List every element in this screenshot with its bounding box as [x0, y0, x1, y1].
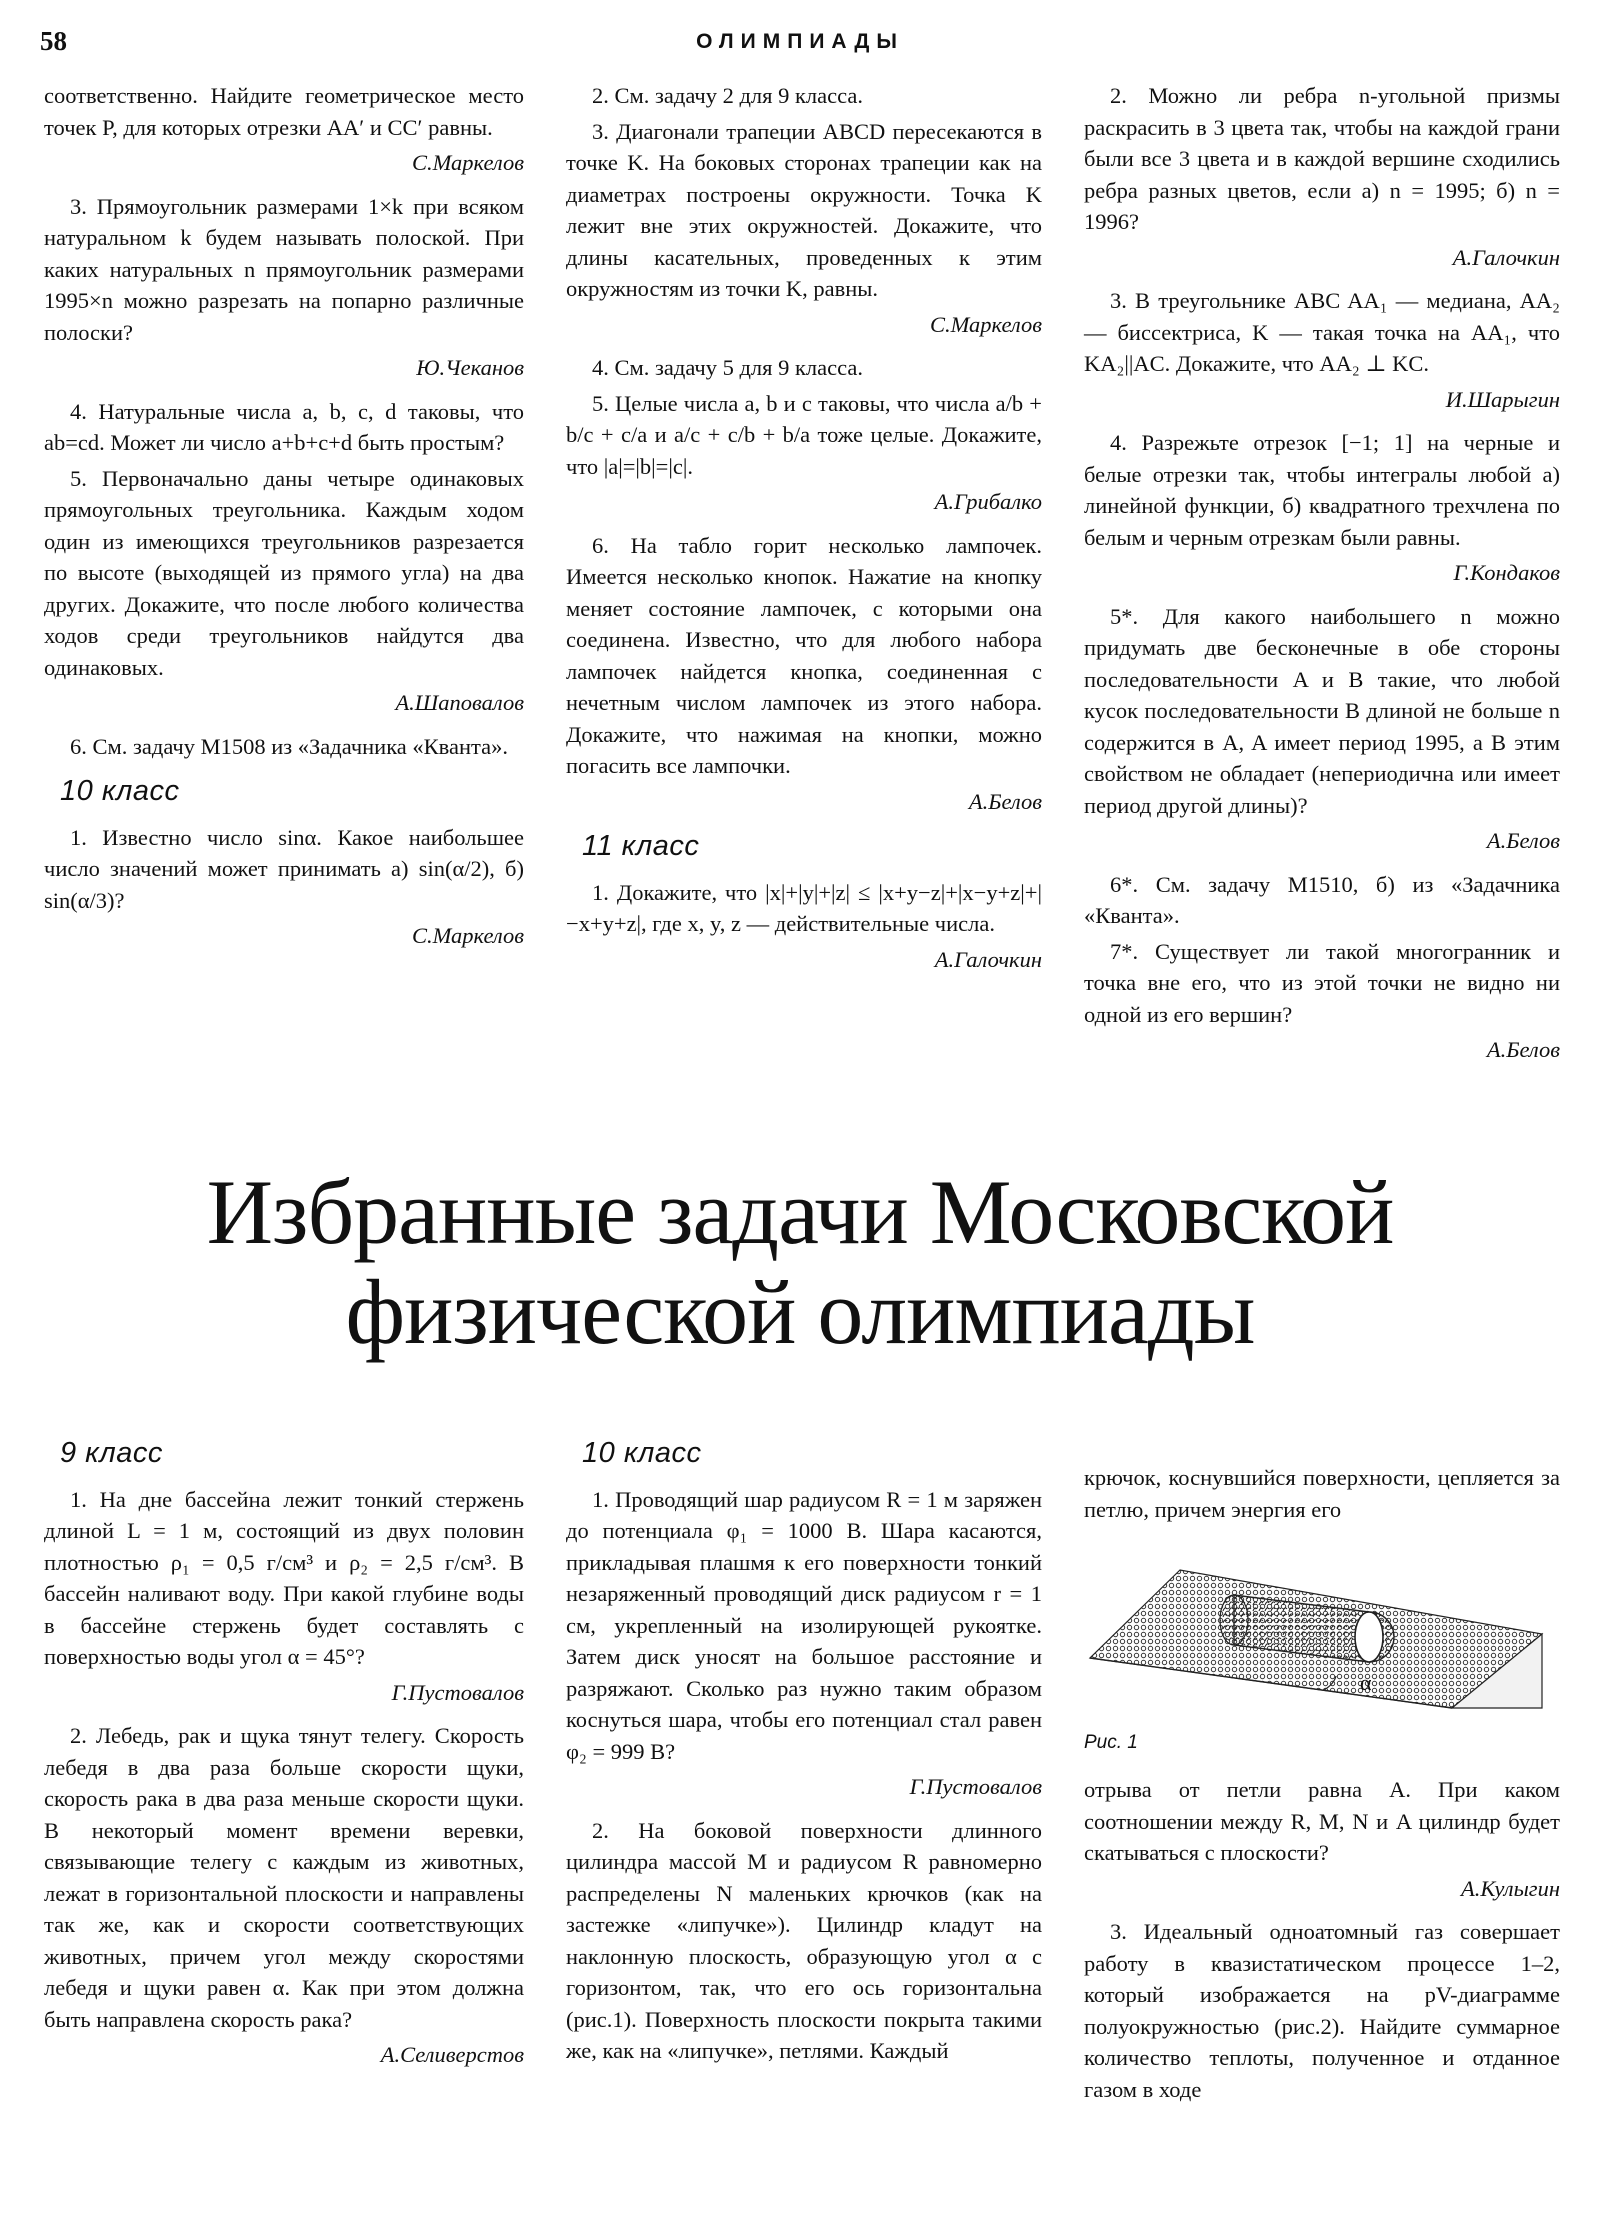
paragraph: 2. Лебедь, рак и щука тянут телегу. Скорость лебедя в два раза больше скорости щуки, скорость рака в два раза меньше скорости щуки. В некоторый момент времени веревки, связывающие телегу с каждым из животных, лежат в горизонтальной плоскости и направлены так же, как и скорости соответствующих животных, причем угол между скоростями лебедя и щуки равен α. Как при этом должна быть направлена скорость рака?	[44, 1723, 524, 2032]
author-signature: А.Селиверстов	[380, 2042, 524, 2067]
author-signature: А.Галочкин	[934, 946, 1042, 972]
top-column-2	[566, 80, 1042, 987]
paragraph: 4. Разрежьте отрезок [−1; 1] на черные и белые отрезки так, чтобы интегралы любой а) линейной функции, б) квадратного трехчлена по белым и черным отрезкам были равны.	[1084, 430, 1560, 550]
paragraph: 6*. См. задачу М1510, б) из «Задачника «Кванта».	[1084, 871, 1560, 928]
author-signature: Ю.Чеканов	[416, 355, 524, 380]
paragraph: 1. Проводящий шар радиусом R = 1 м заряжен до потенциала φ₁ = 1000 В. Шара касаются, прикладывая плашмя к его поверхности тонкий незаряженный проводящий диск радиусом r = 1 см, укрепленный на изолирующей рукоятке. Затем диск уносят на большое расстояние и разряжают. Сколько раз нужно таким образом коснуться шара, чтобы его потенциал стал равен φ₂ = 999 В?	[566, 1486, 1042, 1764]
bottom-column-3-continued	[1084, 1774, 1560, 2109]
author-signature: А.Белов	[1486, 1037, 1560, 1062]
section-heading: 9 класс	[60, 1437, 163, 1469]
paragraph: 2. См. задачу 2 для 9 класса.	[592, 83, 863, 108]
paragraph: 6. На табло горит несколько лампочек. Имеется несколько кнопок. Нажатие на кнопку меняет состояние лампочек, с которыми она соединена. Известно, что для любого набора лампочек найдется кнопка, соединенная с нечетным числом лампочек из этого набора. Докажите, что нажимая на кнопки, можно погасить все лампочки.	[566, 532, 1042, 778]
top-column-3	[1084, 80, 1560, 1078]
paragraph: 4. Натуральные числа a, b, c, d таковы, что ab=cd. Может ли число a+b+c+d быть простым?	[44, 398, 524, 455]
paragraph: 3. Прямоугольник размерами 1×k при всяком натуральном k будем называть полоской. При каких натуральных n прямоугольник размерами 1995×n можно разрезать на попарно различные полоски?	[44, 193, 524, 345]
paragraph: 3. Идеальный одноатомный газ совершает работу в квазистатическом процессе 1–2, который изображается на pV-диаграмме полуокружностью (рис.2). Найдите суммарное количество теплоты, полученное и отданное газом в ходе	[1084, 1919, 1560, 2102]
author-signature: Г.Кондаков	[1453, 560, 1560, 585]
figure-caption: Рис. 1	[1084, 1732, 1138, 1753]
author-signature: И.Шарыгин	[1445, 386, 1560, 412]
running-title: ОЛИМПИАДЫ	[696, 30, 904, 53]
cylinder-end-near	[1355, 1612, 1383, 1662]
author-signature: А.Белов	[968, 788, 1042, 814]
paragraph: 7*. Существует ли такой многогранник и точка вне его, что из этой точки не видно ни одной из его вершин?	[1084, 938, 1560, 1027]
paragraph: отрыва от петли равна A. При каком соотношении между R, M, N и A цилиндр будет скатываться с плоскости?	[1084, 1777, 1560, 1865]
author-signature: Г.Пустовалов	[909, 1774, 1042, 1799]
author-signature: А.Грибалко	[934, 489, 1042, 514]
article-title-line-2: физической олимпиады	[345, 1261, 1255, 1363]
author-signature: А.Галочкин	[1452, 244, 1560, 270]
author-signature: С.Маркелов	[929, 311, 1042, 337]
paragraph: 5*. Для какого наибольшего n можно придумать две бесконечные в обе стороны последовательности A и B такие, что любой кусок последовательности B длиной не больше n содержится в A, A имеет период 1995, а B этим свойством не обладает (непериодична или имеет период другой длины)?	[1084, 603, 1560, 818]
figure-cylinder-on-incline	[1084, 1540, 1560, 1720]
bottom-column-1	[44, 1424, 524, 2083]
paragraph: 5. Целые числа a, b и c таковы, что числа a/b + b/c + c/a и a/c + c/b + b/a тоже целые. Докажите, что |a|=|b|=|c|.	[566, 390, 1042, 479]
author-signature: С.Маркелов	[411, 923, 524, 948]
figure-angle-label: α	[1360, 1670, 1372, 1695]
paragraph: 1. Известно число sinα. Какое наибольшее число значений может принимать а) sin(α/2), б) sin(α/3)?	[44, 824, 524, 913]
author-signature: С.Маркелов	[411, 150, 524, 175]
cylinder-end-far	[1220, 1595, 1248, 1645]
article-title-line-1: Избранные задачи Московской	[206, 1161, 1394, 1263]
section-heading: 11 класс	[582, 830, 700, 862]
paragraph: 6. См. задачу М1508 из «Задачника «Кванта».	[70, 733, 509, 759]
author-signature: Г.Пустовалов	[391, 1679, 524, 1705]
bottom-column-2	[566, 1424, 1042, 2071]
section-heading: 10 класс	[582, 1437, 702, 1469]
section-heading: 10 класс	[60, 775, 180, 807]
paragraph: 3. Диагонали трапеции ABCD пересекаются в точке K. На боковых сторонах трапеции как на диаметрах построены окружности. Точка K лежит вне этих окружностей. Докажите, что длины касательных, проведенных к этим окружностям из точки K, равны.	[566, 118, 1042, 301]
paragraph: 2. На боковой поверхности длинного цилиндра массой M и радиусом R равномерно распределены N маленьких крючков (как на застежке «липучке»). Цилиндр кладут на наклонную плоскость, образующую угол α с горизонтом, так, что его ось горизонтальна (рис.1). Поверхность плоскости покрыта такими же, как на «липучке», петлями. Каждый	[566, 1817, 1042, 2063]
paragraph: 1. Докажите, что |x|+|y|+|z| ≤ |x+y−z|+|x−y+z|+|−x+y+z|, где x, y, z — действительные числа.	[566, 879, 1042, 936]
author-signature: А.Белов	[1486, 828, 1560, 853]
paragraph: 1. На дне бассейна лежит тонкий стержень длиной L = 1 м, состоящий из двух половин плотностью ρ₁ = 0,5 г/см³ и ρ₂ = 2,5 г/см³. В бассейн наливают воду. При какой глубине воды в бассейне стержень будет составлять с поверхностью воды угол α = 45°?	[44, 1486, 524, 1669]
author-signature: А.Кулыгин	[1461, 1875, 1560, 1901]
paragraph: соответственно. Найдите геометрическое место точек P, для которых отрезки AA′ и CC′ равны.	[44, 83, 524, 140]
paragraph: 2. Можно ли ребра n-угольной призмы раскрасить в 3 цвета так, чтобы на каждой грани были все 3 цвета и в каждой вершине сходились ребра разных цветов, если а) n = 1995; б) n = 1996?	[1084, 83, 1560, 234]
top-column-1	[44, 80, 524, 964]
bottom-column-3-top	[1084, 1462, 1560, 1529]
author-signature: А.Шаповалов	[395, 690, 524, 715]
article-title	[0, 1162, 1600, 1362]
paragraph: 5. Первоначально даны четыре одинаковых прямоугольных треугольника. Каждым ходом один из имеющихся треугольников разрезается по высоте (выходящей из прямого угла) на два других. Докажите, что после любого количества ходов среди треугольников найдутся два одинаковых.	[44, 465, 524, 680]
paragraph: 4. См. задачу 5 для 9 класса.	[592, 355, 863, 380]
paragraph: 3. В треугольнике ABC AA₁ — медиана, AA₂ — биссектриса, K — такая точка на AA₁, что KA₂||AC. Докажите, что AA₂ ⊥ KC.	[1084, 288, 1560, 376]
page-number: 58	[40, 26, 67, 56]
paragraph: крючок, коснувшийся поверхности, цепляется за петлю, причем энергия его	[1084, 1465, 1560, 1522]
